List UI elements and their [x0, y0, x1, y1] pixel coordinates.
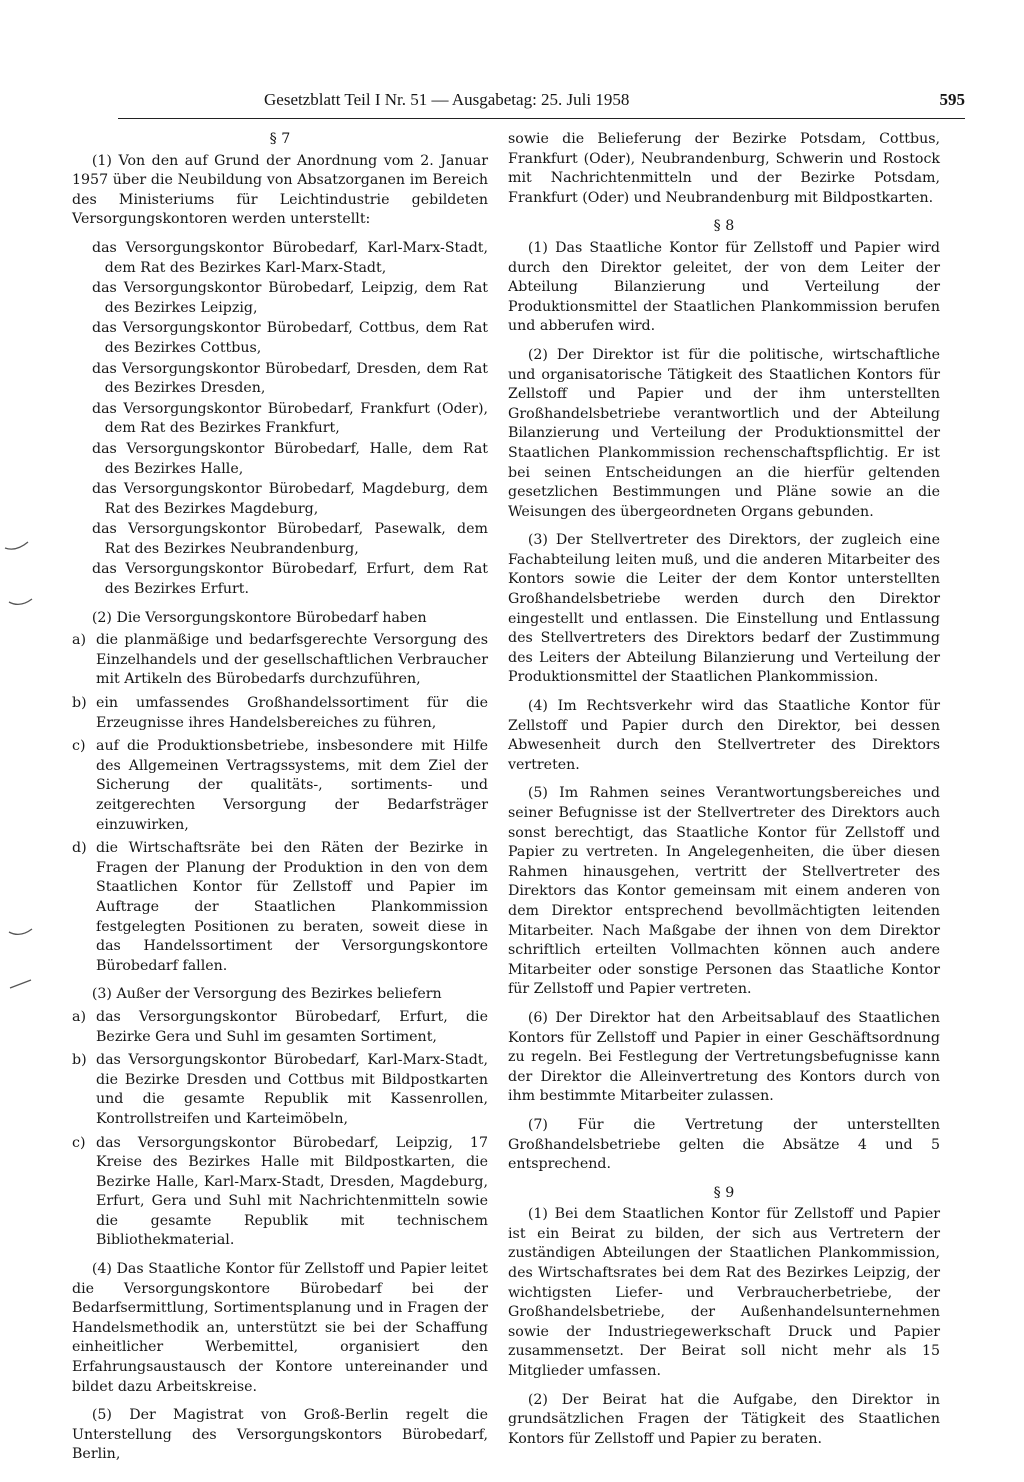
- list-item: [72, 631, 488, 690]
- margin-pencil-mark: [8, 978, 34, 990]
- s9-paragraph: (2) Der Beirat hat die Aufgabe, den Direktor in grundsätzlichen Fragen der Tätigkeit des Staatlichen Kontors für Zellstoff und Papier zu beraten.: [508, 1391, 940, 1447]
- list-item: [72, 1134, 488, 1252]
- list-item: [72, 839, 488, 976]
- list-item: [72, 737, 488, 835]
- s7-paragraph-2-intro: (2) Die Versorgungskontore Bürobedarf haben: [91, 609, 427, 626]
- s8-paragraph: (5) Im Rahmen seines Verantwortungsbereiches und seiner Befugnisse ist der Stellvertreter des Direktors auch sonst berechtigt, das Staatliche Kontor für Zellstoff und Papier zu vertreten. In Angelegenheiten, die über diesen Rahmen hinausgehen, vertritt der Stellvertreter des Direktors das Kontor gemeinsam mit einem anderen von dem Direktor entsprechend bevollmächtigten leitenden Mitarbeiter. Nach Maßgabe der ihnen von dem Direktor schriftlich erteilten Vollmachten können auch andere Mitarbeiter oder sonstige Personen das Staatliche Kontor für Zellstoff und Papier vertreten.: [508, 785, 940, 998]
- recipient-list: [72, 239, 488, 600]
- recipient-item: das Versorgungskontor Bürobedarf, Cottbus, dem Rat des Bezirkes Cottbus,: [92, 320, 488, 356]
- s7-paragraph-5-continued: sowie die Belieferung der Bezirke Potsdam, Cottbus, Frankfurt (Oder), Neubrandenburg, Schwerin und Rostock mit Nachrichtenmitteln und der Bezirke Potsdam, Frankfurt (Oder) und Neubrandenburg mit Bildpostkarten.: [508, 131, 940, 206]
- s7-paragraph-3-intro: (3) Außer der Versorgung des Bezirkes beliefern: [91, 986, 442, 1003]
- page-number: 595: [939, 90, 965, 109]
- s8-paragraph: (7) Für die Vertretung der unterstellten Großhandelsbetriebe gelten die Absätze 4 und 5 entsprechend.: [508, 1116, 940, 1173]
- header-rule: [118, 118, 965, 119]
- s7-paragraph-5: (5) Der Magistrat von Groß-Berlin regelt die Unterstellung des Versorgungskontors Bürobedarf, Berlin,: [72, 1407, 488, 1463]
- item-label: d): [72, 840, 87, 857]
- item-label: a): [72, 1008, 86, 1025]
- list-item: [72, 694, 488, 733]
- recipient-item: das Versorgungskontor Bürobedarf, Erfurt, dem Rat des Bezirkes Erfurt.: [92, 561, 488, 598]
- recipient-item: das Versorgungskontor Bürobedarf, Pasewalk, dem Rat des Bezirkes Neubrandenburg,: [92, 521, 488, 557]
- page-header: [72, 90, 965, 120]
- s8-paragraph: (2) Der Direktor ist für die politische, wirtschaftliche und organisatorische Tätigkeit des Staatlichen Kontors für Zellstoff und Papier und der ihm unterstellten Großhandelsbetriebe verantwortlich und der Abteilung Bilanzierung und Verteilung der Produktionsmittel der Staatlichen Plankommission rechenschaftspflichtig. Er ist bei seinen Entscheidungen an die hierfür geltenden gesetzlichen Bestimmungen und Pläne sowie an die Weisungen des übergeordneten Organs gebunden.: [508, 346, 940, 520]
- s8-paragraph: (6) Der Direktor hat den Arbeitsablauf des Staatlichen Kontors für Zellstoff und Papier in einer Geschäftsordnung zu regeln. Bei Festlegung der Vertretungsbefugnisse kann der Direktor die Alleinvertretung des Kontors durch von ihm bestimmte Mitarbeiter zulassen.: [508, 1009, 940, 1105]
- s7-paragraph-1: (1) Von den auf Grund der Anordnung vom 2. Januar 1957 über die Neubildung von Absatzorganen im Bereich des Ministeriums für Leichtindustrie gebildeten Versorgungskontoren werden unterstellt:: [72, 152, 488, 228]
- list-item: [72, 1008, 488, 1047]
- margin-pencil-mark: [8, 926, 34, 938]
- recipient-item: das Versorgungskontor Bürobedarf, Frankfurt (Oder), dem Rat des Bezirkes Frankfurt,: [92, 400, 488, 437]
- right-column: [508, 130, 940, 1458]
- item-label: c): [72, 738, 86, 755]
- margin-pencil-mark: [4, 540, 30, 552]
- gazette-title: Gesetzblatt Teil I Nr. 51 — Ausgabetag: 25. Juli 1958: [264, 90, 630, 109]
- s7-paragraph-4: (4) Das Staatliche Kontor für Zellstoff und Papier leitet die Versorgungskontore Bürobedarf bei der Bedarfsermittlung, Sortimentsplanung und in Fragen der Handelsmethodik an, unterstützt sie bei der Schaffung einheitlicher Werbemittel, organisiert den Erfahrungsaustausch der Kontore untereinander und bildet dazu Arbeitskreise.: [72, 1261, 488, 1395]
- item-text: die Wirtschaftsräte bei den Räten der Bezirke in Fragen der Planung der Produktion in den von dem Staatlichen Kontor für Zellstoff und Papier im Auftrage der Staatlichen Plankommission festgelegten Positionen zu beraten, soweit diese in das Handelssortiment der Versorgungskontore Bürobedarf fallen.: [96, 840, 488, 974]
- item-text: ein umfassendes Großhandelssortiment für die Erzeugnisse ihres Handelsbereiches zu führen,: [96, 695, 488, 731]
- s8-paragraph: (1) Das Staatliche Kontor für Zellstoff und Papier wird durch den Direktor geleitet, der von dem Leiter der Abteilung Bilanzierung und Verteilung der Produktionsmittel der Staatlichen Plankommission berufen und abberufen wird.: [508, 239, 940, 335]
- section-8-heading: § 8: [713, 218, 735, 235]
- left-column: [72, 130, 488, 1474]
- recipient-item: das Versorgungskontor Bürobedarf, Dresden, dem Rat des Bezirkes Dresden,: [92, 360, 488, 397]
- s8-paragraph: (3) Der Stellvertreter des Direktors, der zugleich eine Fachabteilung leiten muß, und die anderen Mitarbeiter des Kontors sowie die Leiter der dem Kontor unterstellten Großhandelsbetriebe werden durch den Direktor eingestellt und entlassen. Die Einstellung und Entlassung des Stellvertreters des Direktors bedarf der Zustimmung des Leiters der Abteilung Bilanzierung und Verteilung der Produktionsmittel der Staatlichen Plankommission.: [508, 532, 940, 686]
- recipient-item: das Versorgungskontor Bürobedarf, Karl-Marx-Stadt, dem Rat des Bezirkes Karl-Marx-Stadt,: [92, 239, 488, 276]
- section-7-heading: § 7: [269, 131, 291, 147]
- recipient-item: das Versorgungskontor Bürobedarf, Leipzig, dem Rat des Bezirkes Leipzig,: [92, 280, 488, 316]
- s8-paragraph: (4) Im Rechtsverkehr wird das Staatliche Kontor für Zellstoff und Papier durch den Direktor, bei dessen Abwesenheit durch den Stellvertreter des Direktors vertreten.: [508, 698, 940, 773]
- s9-paragraph: (1) Bei dem Staatlichen Kontor für Zellstoff und Papier ist ein Beirat zu bilden, der sich aus Vertretern der zuständigen Abteilungen der Staatlichen Plankommission, des Wirtschaftsrates bei dem Rat des Bezirkes Leipzig, der wichtigsten Liefer- und Verbraucherbetriebe, der Großhandelsbetriebe, der Außenhandelsunternehmen sowie der Industriegewerkschaft Druck und Papier zusammensetzt. Der Beirat soll nicht mehr als 15 Mitglieder umfassen.: [508, 1206, 940, 1380]
- item-text: das Versorgungskontor Bürobedarf, Leipzig, 17 Kreise des Bezirkes Halle mit Bildpostkarten, die Bezirke Halle, Karl-Marx-Stadt, Dresden, Magdeburg, Erfurt, Gera und Suhl mit Nachrichtenmitteln sowie die gesamte Republik mit technischem Bibliothekmaterial.: [96, 1134, 488, 1249]
- item-text: die planmäßige und bedarfsgerechte Versorgung des Einzelhandels und der gesellschaftlichen Verbraucher mit Artikeln des Bürobedarfs durchzuführen,: [96, 632, 488, 688]
- item-label: b): [72, 695, 87, 712]
- recipient-item: das Versorgungskontor Bürobedarf, Halle, dem Rat des Bezirkes Halle,: [92, 440, 488, 477]
- margin-pencil-mark: [8, 596, 34, 608]
- item-label: a): [72, 632, 86, 649]
- item-text: das Versorgungskontor Bürobedarf, Karl-Marx-Stadt, die Bezirke Dresden und Cottbus mit Bildpostkarten und die gesamte Republik mit Kassenrollen, Kontrollstreifen und Karteimöbeln,: [96, 1052, 488, 1127]
- list-item: [72, 1051, 488, 1129]
- section-9-heading: § 9: [713, 1184, 735, 1201]
- item-label: c): [72, 1134, 86, 1151]
- item-label: b): [72, 1052, 87, 1069]
- item-text: das Versorgungskontor Bürobedarf, Erfurt, die Bezirke Gera und Suhl im gesamten Sortiment,: [96, 1008, 488, 1045]
- recipient-item: das Versorgungskontor Bürobedarf, Magdeburg, dem Rat des Bezirkes Magdeburg,: [92, 481, 488, 517]
- item-text: auf die Produktionsbetriebe, insbesondere mit Hilfe des Allgemeinen Vertragssystems, mit dem Ziel der Sicherung der qualitäts-, sortiments- und zeitgerechten Versorgung der Bedarfsträger einzuwirken,: [96, 738, 488, 833]
